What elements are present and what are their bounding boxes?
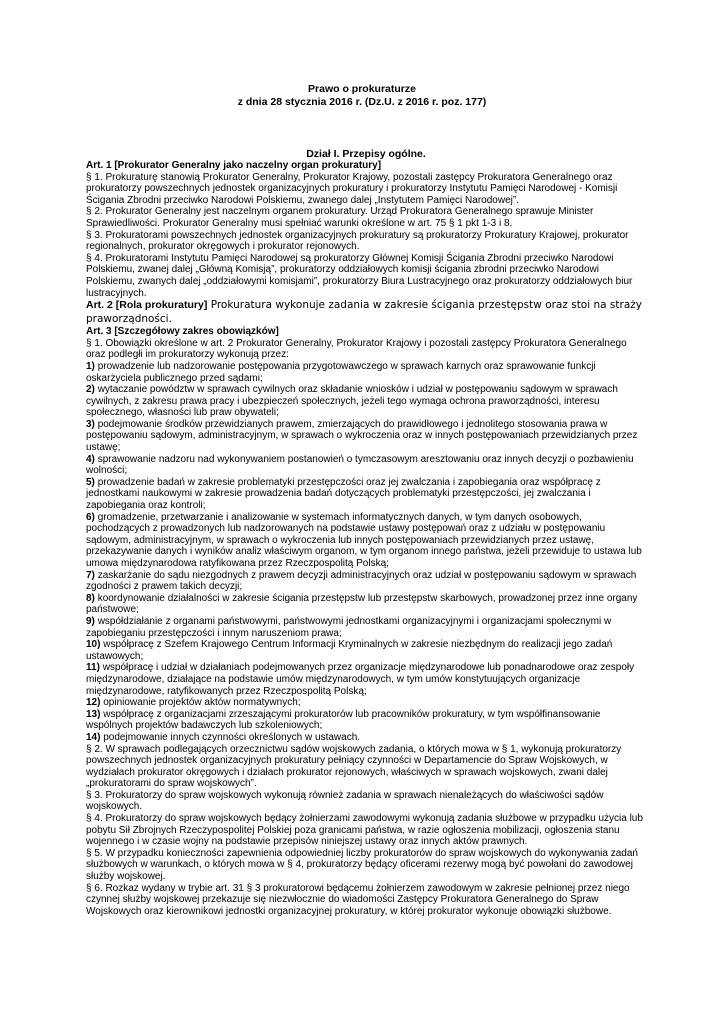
article-3 (86, 326, 646, 917)
document-header (0, 83, 724, 109)
item-text: gromadzenie, przetwarzanie i analizowanie w systemach informatycznych danych, w tym danych osobowych, pochodzących z prowadzonych lub nadzorowanych na podstawie ustawy postępowań oraz z udziału w postępowaniu sądowym, administracyjnym, w sprawach o wykroczenia lub innych postępowaniach przewidzianych przez ustawę, przekazywanie danych i wyników analiz właściwym organom, w tym organom innego państwa, jeżeli przewiduje to ustawa lub umowa międzynarodowa ratyfikowana przez Rzeczpospolitą Polską; (86, 511, 642, 569)
item-number: 11) (86, 662, 100, 674)
article-2-text: Prokuratura wykonuje zadania w zakresie ścigania przestępstw oraz stoi na straży praworządności. (86, 299, 642, 325)
item-number: 8) (86, 592, 95, 604)
item-text: podejmowanie środków przewidzianych prawem, zmierzających do prawidłowego i jednolitego stosowania prawa w postępowaniu sądowym, administracyjnym, w sprawach o wykroczenia oraz w innych postępowaniach przewidzianych przez ustawę; (86, 418, 638, 454)
list-item (86, 732, 646, 744)
article-2 (86, 299, 646, 326)
article-3-paragraph-1: § 1. Obowiązki określone w art. 2 Prokurator Generalny, Prokurator Krajowy i pozostali zastępcy Prokuratora Generalnego oraz podległi im prokuratorzy wykonują przez: (86, 337, 627, 361)
item-number: 5) (86, 476, 95, 488)
item-text: koordynowanie działalności w zakresie ścigania przestępstw lub przestępstw skarbowych, prowadzonej przez inne organy państwowe; (86, 592, 638, 616)
item-text: współpracę z Szefem Krajowego Centrum Informacji Kryminalnych w zakresie niezbędnym do realizacji jego zadań ustawowych; (86, 639, 613, 662)
article-1-title: Art. 1 [Prokurator Generalny jako naczelny organ prokuratury] (86, 160, 382, 171)
item-number: 13) (86, 708, 101, 720)
article-2-title: Art. 2 [Rola prokuratury] (86, 299, 208, 312)
article-3-paragraph-4: § 4. Prokuratorzy do spraw wojskowych będący żołnierzami zawodowymi wykonują zadania służbowe w przypadku użycia lub pobytu Sił Zbrojnych Rzeczypospolitej Polskiej poza granicami państwa, w razie ogłoszenia mobilizacji, ogłoszenia stanu wojennego i w czasie wojny na podstawie przepisów niniejszej ustawy oraz innych aktów prawnych. (86, 813, 643, 848)
item-text: opiniowanie projektów aktów normatywnych; (103, 697, 301, 709)
list-item (86, 616, 646, 639)
item-text: prowadzenie badań w zakresie problematyki przestępczości oraz jej zwalczania i zapobiegania oraz współpracę z jednostkami naukowymi w zakresie prowadzenia badań dotyczących problematyki przestępczości, jej zwalczania i zapobiegania oraz kontroli; (86, 476, 601, 512)
list-item (86, 454, 646, 477)
article-3-title: Art. 3 [Szczegółowy zakres obowiązków] (86, 326, 279, 338)
item-number: 7) (86, 569, 95, 581)
list-item (86, 419, 646, 454)
item-text: współpracę z organizacjami zrzeszającymi prokuratorów lub pracowników prokuratury, w tym współfinansowanie wspólnych projektów badawczych lub szkoleniowych; (86, 708, 601, 732)
list-item (86, 477, 646, 512)
list-item (86, 639, 646, 662)
article-3-paragraph-6: § 6. Rozkaz wydany w trybie art. 31 § 3 prokuratorowi będącemu żołnierzem zawodowym w zakresie pełnionej przez niego czynnej służby wojskowej przekazuje się niezwłocznie do wiadomości Zastępcy Prokuratora Generalnego do Spraw Wojskowych oraz kierownikowi jednostki organizacyjnej prokuratury, w której prokurator wykonuje obowiązki służbowe. (86, 882, 630, 917)
article-1-paragraph-3: § 3. Prokuratorami powszechnych jednostek organizacyjnych prokuratury są prokuratorzy Prokuratury Krajowej, prokurator regionalnych, prokurator okręgowych i prokurator rejonowych. (86, 229, 629, 253)
item-text: wytaczanie powództw w sprawach cywilnych oraz składanie wniosków i udział w postępowaniu sądowym w sprawach cywilnych, z zakresu prawa pracy i ubezpieczeń społecznych, jeżeli tego wymaga ochrona praworządności, interesu społecznego, własności lub praw obywateli; (86, 384, 618, 419)
article-3-paragraph-2: § 2. W sprawach podlegających orzecznictwu sądów wojskowych zadania, o których mowa w § 1, wykonują prokuratorzy powszechnych jednostek organizacyjnych prokuratury pełniący czynności w Departamencie do Spraw Wojskowych, w wydziałach prokurator okręgowych i działach prokurator rejonowych, właściwych w sprawach wojskowych, zwani dalej „prokuratorami do spraw wojskowych”. (86, 743, 622, 790)
document-title: Prawo o prokuraturze (308, 83, 416, 95)
item-number: 10) (86, 639, 101, 651)
item-text: zaskarżanie do sądu niezgodnych z prawem decyzji administracyjnych oraz udział w postępowaniu sądowym w sprawach zgodności z prawem takich decyzji; (86, 569, 637, 593)
article-3-paragraph-5: § 5. W przypadku konieczności zapewnienia odpowiedniej liczby prokuratorów do spraw wojskowych do wykonywania zadań służbowych w warunkach, o których mowa w § 4, prokuratorzy będący oficerami rezerwy mogą być powołani do zawodowej służby wojskowej. (86, 847, 638, 883)
item-text: podejmowanie innych czynności określonych w ustawach. (103, 731, 361, 743)
item-number: 1) (86, 360, 95, 372)
section-heading: Dział I. Przepisy ogólne. (306, 148, 426, 160)
list-item (86, 697, 646, 709)
article-1-paragraph-1: § 1. Prokuraturę stanowią Prokurator Generalny, Prokurator Krajowy, pozostali zastępcy Prokuratora Generalnego oraz prokuratorzy powszechnych jednostek organizacyjnych prokuratury i prokuratorzy Instytutu Pamięci Narodowej - Komisji Ścigania Zbrodni przeciwko Narodowi Polskiemu, zwanego dalej „Instytutem Pamięci Narodowej”. (86, 171, 618, 206)
item-number: 4) (86, 453, 95, 465)
item-text: współpracę i udział w działaniach podejmowanych przez organizacje międzynarodowe lub ponadnarodowe oraz zespoły międzynarodowe, działające na podstawie umów międzynarodowych, w tym umów konstytuujących organizacje międzynarodowe, ratyfikowanych przez Rzeczpospolitą Polską; (86, 662, 635, 697)
item-text: współdziałanie z organami państwowymi, państwowymi jednostkami organizacyjnymi i organizacjami społecznymi w zapobieganiu przestępczości i innym naruszeniom prawa; (86, 615, 612, 639)
document-body (86, 148, 646, 917)
item-number: 6) (86, 511, 95, 523)
article-1-paragraph-2: § 2. Prokurator Generalny jest naczelnym organem prokuratury. Urząd Prokuratora Generalnego sprawuje Minister Sprawiedliwości. Prokurator Generalny musi spełniać warunki określone w art. 75 § 1 pkt 1-3 i 8. (86, 206, 594, 229)
article-3-item-list (86, 361, 646, 744)
article-3-paragraph-3: § 3. Prokuratorzy do spraw wojskowych wykonują również zadania w sprawach nienależących do właściwości sądów wojskowych. (86, 789, 604, 813)
item-number: 9) (86, 615, 95, 627)
list-item (86, 361, 646, 384)
list-item (86, 570, 646, 593)
list-item (86, 662, 646, 697)
list-item (86, 593, 646, 616)
list-item (86, 512, 646, 570)
list-item (86, 384, 646, 419)
item-text: sprawowanie nadzoru nad wykonywaniem postanowień o tymczasowym aresztowaniu oraz innych decyzji o pozbawieniu wolności; (86, 453, 634, 477)
item-number: 12) (86, 697, 101, 709)
article-1 (86, 160, 646, 299)
document-subtitle: z dnia 28 stycznia 2016 r. (Dz.U. z 2016 r. poz. 177) (237, 96, 487, 108)
list-item (86, 709, 646, 732)
item-number: 2) (86, 384, 95, 396)
article-1-paragraph-4: § 4. Prokuratorami Instytutu Pamięci Narodowej są prokuratorzy Głównej Komisji Ścigania Zbrodni przeciwko Narodowi Polskiemu, zwanej dalej „Główną Komisją”, prokuratorzy oddziałowych komisji ścigania zbrodni przeciwko Narodowi Polskiemu, zwanych dalej „oddziałowymi komisjami”, prokuratorzy Biura Lustracyjnego oraz prokuratorzy oddziałowych biur lustracyjnych. (86, 252, 633, 299)
item-number: 3) (86, 418, 95, 430)
item-number: 14) (86, 731, 101, 743)
item-text: prowadzenie lub nadzorowanie postępowania przygotowawczego w sprawach karnych oraz sprawowanie funkcji oskarżyciela publicznego przed sądami; (86, 360, 596, 384)
